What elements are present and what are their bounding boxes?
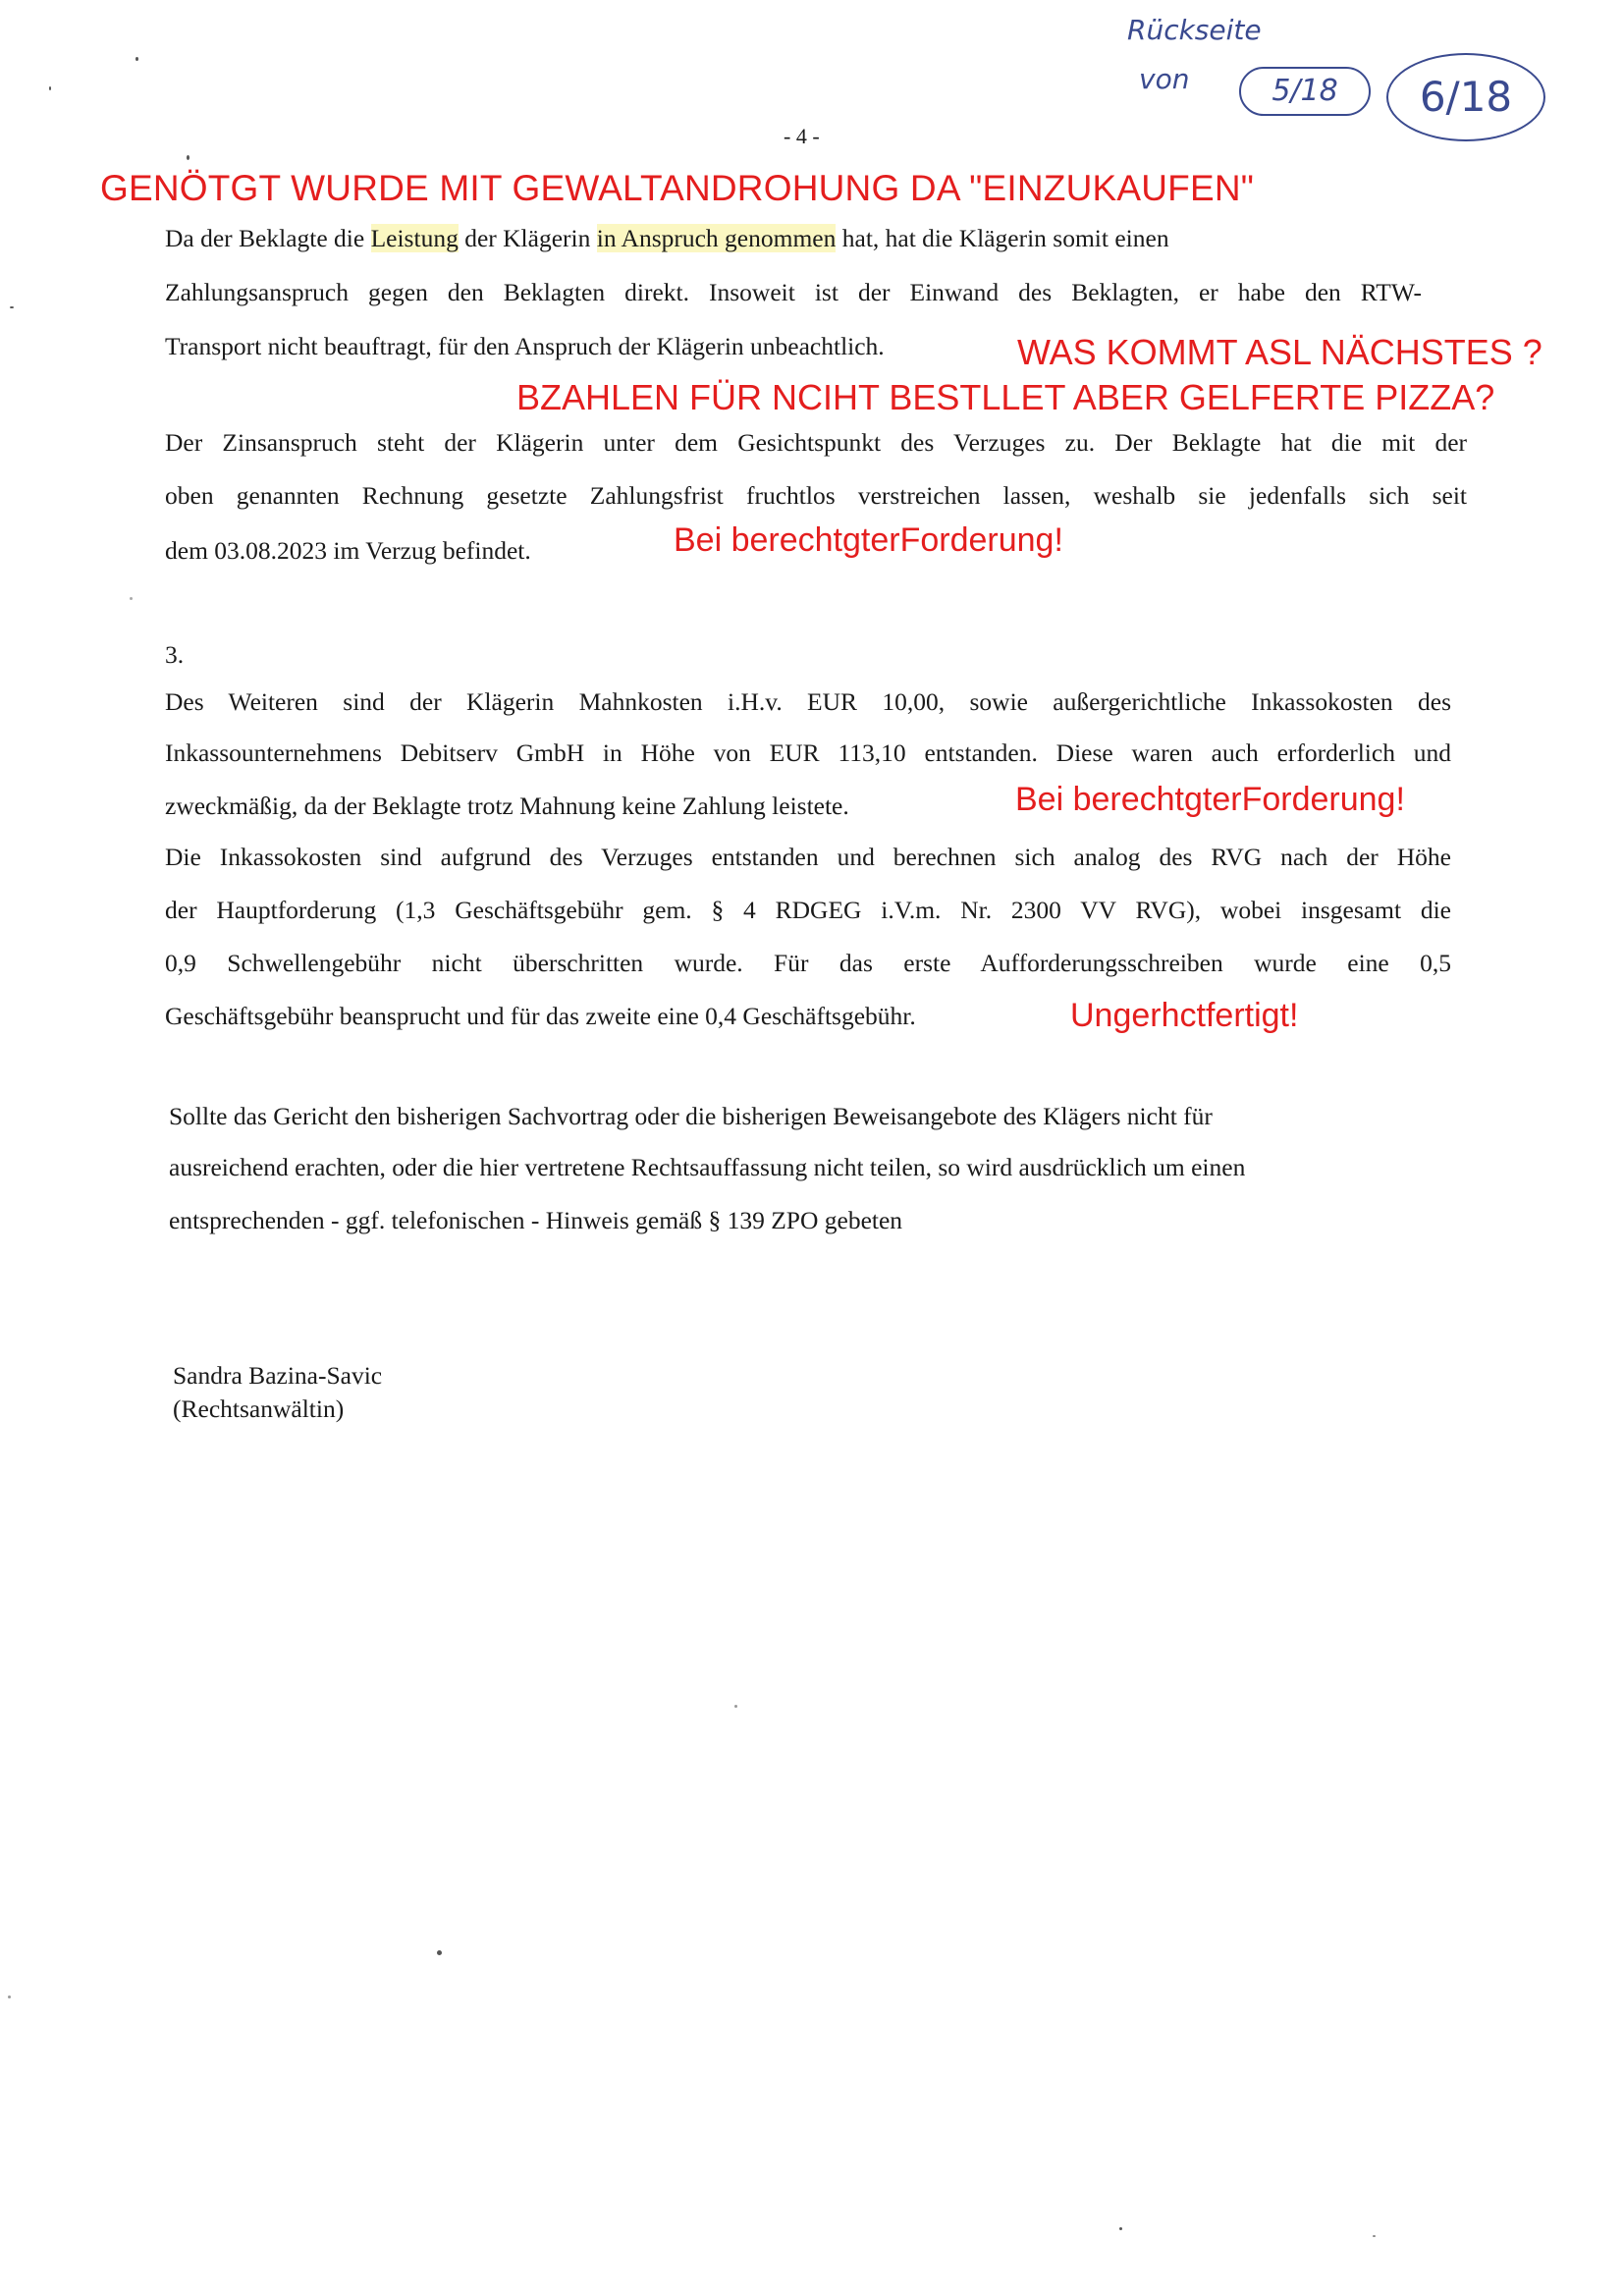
handwritten-page-reference: 6/18 [1386,53,1545,141]
paragraph-2-line-3: dem 03.08.2023 im Verzug befindet. [165,536,531,565]
annotation-justified-2: Bei berechtgterForderung! [1015,781,1405,818]
scan-speck [734,1705,737,1708]
paragraph-1-line-3: Transport nicht beauftragt, für den Anspruch der Klägerin unbeachtlich. [165,332,885,360]
annotation-what-next: WAS KOMMT ASL NÄCHSTES ? [1017,332,1542,372]
section-3-line-3: zweckmäßig, da der Beklagte trotz Mahnung keine Zahlung leistete. [165,792,849,820]
handwritten-note: von [1139,63,1190,95]
scan-speck [1373,2235,1376,2237]
scan-speck [1119,2227,1122,2230]
section-3-line-2: Inkassounternehmens Debitserv GmbH in Höhe von EUR 113,10 entstanden. Diese waren auch erforderlich und [165,738,1451,767]
section-number: 3. [165,640,185,669]
scan-speck [49,86,51,90]
annotation-top: GENÖTGT WURDE MIT GEWALTANDROHUNG DA "EINZUKAUFEN" [100,168,1255,208]
signature-name: Sandra Bazina-Savic [173,1361,383,1390]
section-3-line-4: Die Inkassokosten sind aufgrund des Verzuges entstanden und berechnen sich analog des RVG nach der Höhe [165,843,1451,871]
annotation-pizza: BZAHLEN FÜR NCIHT BESTLLET ABER GELFERTE PIZZA? [516,377,1495,417]
section-3-line-7: Geschäftsgebühr beansprucht und für das zweite eine 0,4 Geschäftsgebühr. [165,1002,916,1030]
annotation-unjustified: Ungerhctfertigt! [1070,997,1299,1034]
highlighted-text: Leistung [370,224,459,252]
highlighted-text: in Anspruch genommen [596,224,837,252]
page-number: - 4 - [784,124,820,148]
text-run: der Klägerin [458,224,597,252]
text-run: Da der Beklagte die [165,224,371,252]
scan-speck [187,155,189,160]
scan-speck [135,57,138,61]
text-run: hat, hat die Klägerin somit einen [836,224,1169,252]
section-3-line-5: der Hauptforderung (1,3 Geschäftsgebühr gem. § 4 RDGEG i.V.m. Nr. 2300 VV RVG), wobei insgesamt die [165,896,1451,924]
scan-speck [8,1995,11,1998]
paragraph-2-line-1: Der Zinsanspruch steht der Klägerin unter dem Gesichtspunkt des Verzuges zu. Der Beklagte hat die mit der [165,428,1467,457]
scan-speck [10,306,14,308]
paragraph-1-line-2: Zahlungsanspruch gegen den Beklagten direkt. Insoweit ist der Einwand des Beklagten, er habe den RTW- [165,278,1422,306]
paragraph-4-line-1: Sollte das Gericht den bisherigen Sachvortrag oder die bisherigen Beweisangebote des Klägers nicht für [169,1102,1213,1130]
handwritten-note: Rückseite [1127,14,1262,46]
paragraph-4-line-3: entsprechenden - ggf. telefonischen - Hinweis gemäß § 139 ZPO gebeten [169,1206,903,1234]
annotation-justified-1: Bei berechtgterForderung! [674,521,1063,559]
section-3-line-1: Des Weiteren sind der Klägerin Mahnkosten i.H.v. EUR 10,00, sowie außergerichtliche Inkassokosten des [165,687,1451,716]
scan-speck [130,597,133,600]
scan-speck [437,1950,442,1955]
paragraph-4-line-2: ausreichend erachten, oder die hier vertretene Rechtsauffassung nicht teilen, so wird ausdrücklich um einen [169,1153,1246,1181]
paragraph-2-line-2: oben genannten Rechnung gesetzte Zahlungsfrist fruchtlos verstreichen lassen, weshalb sie jedenfalls sich seit [165,481,1467,510]
signature-title: (Rechtsanwältin) [173,1394,345,1423]
section-3-line-6: 0,9 Schwellengebühr nicht überschritten wurde. Für das erste Aufforderungsschreiben wurde eine 0,5 [165,949,1451,977]
paragraph-1-line-1 [165,224,1169,253]
handwritten-reference: 5/18 [1239,67,1371,116]
